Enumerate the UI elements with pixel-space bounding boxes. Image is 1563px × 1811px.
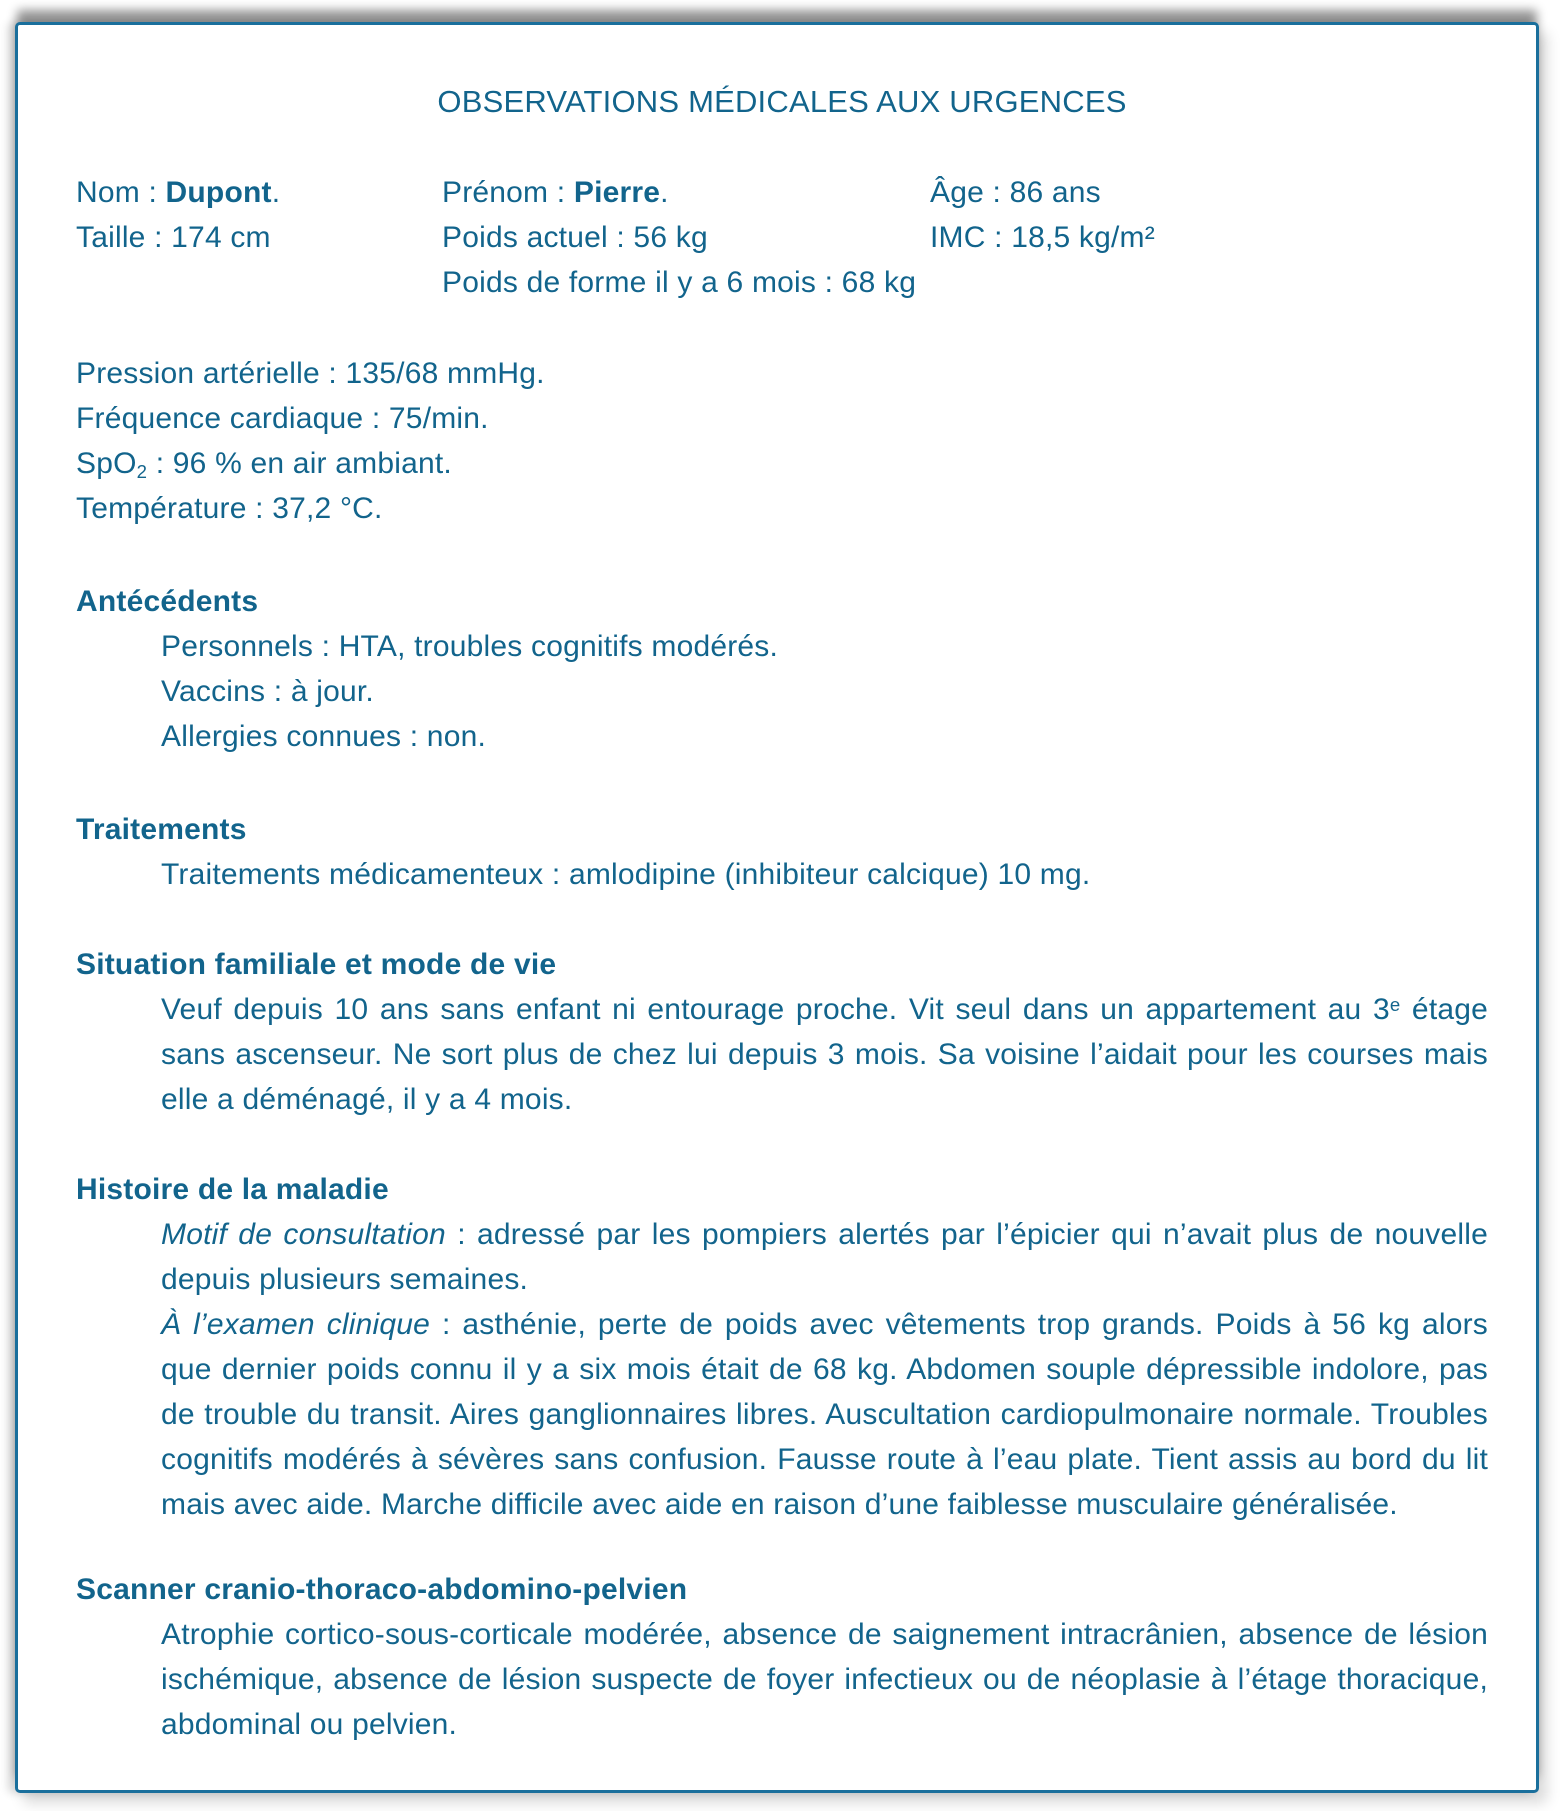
identity-row-2 [76,215,1488,260]
name-label: Nom : [76,176,166,209]
antecedents-personal: Personnels : HTA, troubles cognitifs modérés. [161,630,779,663]
consultation-reason-paragraph [161,1212,1488,1302]
temperature: Température : 37,2 °C. [76,492,383,525]
spo2-prefix: SpO [76,447,137,480]
blood-pressure: Pression artérielle : 135/68 mmHg. [76,357,545,390]
patient-bmi: IMC : 18,5 kg/m² [930,221,1155,254]
treatment-line: Traitements médicamenteux : amlodipine (inhibiteur calcique) 10 mg. [161,858,1091,891]
identity-spacer [76,260,442,305]
situation-text-2: étage sans ascenseur. Ne sort plus de chez lui depuis 3 mois. Sa voisine l’aidait pour les courses mais elle a déménagé, il y a 4 mois. [161,993,1489,1116]
clinical-exam-text: : asthénie, perte de poids avec vêtements trop grands. Poids à 56 kg alors que dernier poids connu il y a six mois était de 68 kg. Abdomen souple dépressible indolore, pas de trouble du transit. Aires ganglionnaires libres. Auscultation cardiopulmonaire normale. Troubles cognitifs modérés à sévères sans confusion. Fausse route à l’eau plate. Tient assis au bord du lit mais avec aide. Marche difficile avec aide en raison d’une faiblesse musculaire généralisée. [161,1308,1488,1521]
section-heading-traitements: Traitements [76,813,247,846]
patient-age: Âge : 86 ans [930,176,1101,209]
spo2 [76,441,1488,486]
section-heading-scanner: Scanner cranio-thoraco-abdomino-pelvien [76,1573,688,1606]
name-period: . [271,176,281,209]
antecedents-vaccines: Vaccins : à jour. [161,675,374,708]
firstname-period: . [660,176,669,209]
spo2-subscript: 2 [136,461,148,483]
patient-usual-weight: Poids de forme il y a 6 mois : 68 kg [442,266,917,299]
patient-firstname [442,170,930,215]
vital-signs-block [76,351,1488,531]
situation-paragraph [161,987,1488,1122]
section-heading-antecedents: Antécédents [76,585,259,618]
patient-height: Taille : 174 cm [76,221,271,254]
firstname-value: Pierre [573,176,661,209]
identity-row-3 [76,260,1488,305]
medical-observation-sheet [15,22,1539,1793]
consultation-reason-lead: Motif de consultation [161,1218,446,1251]
situation-text-1: Veuf depuis 10 ans sans enfant ni entourage proche. Vit seul dans un appartement au 3 [161,993,1390,1026]
patient-name [76,170,442,215]
patient-identity-block [76,170,1488,305]
patient-current-weight: Poids actuel : 56 kg [442,221,708,254]
antecedents-allergies: Allergies connues : non. [161,720,487,753]
page-title: OBSERVATIONS MÉDICALES AUX URGENCES [437,84,1127,119]
firstname-label: Prénom : [442,176,574,209]
spo2-value: : 96 % en air ambiant. [147,447,452,480]
section-heading-situation: Situation familiale et mode de vie [76,948,557,981]
consultation-reason-text: : adressé par les pompiers alertés par l’épicier qui n’avait plus de nouvelle depuis plusieurs semaines. [161,1218,1488,1296]
clinical-exam-lead: À l’examen clinique [161,1308,431,1341]
section-heading-histoire: Histoire de la maladie [76,1173,389,1206]
clinical-exam-paragraph [161,1302,1488,1527]
identity-row-1 [76,170,1488,215]
heart-rate: Fréquence cardiaque : 75/min. [76,402,489,435]
ordinal-superscript: e [1389,994,1401,1016]
name-value: Dupont [165,176,272,209]
scanner-paragraph: Atrophie cortico-sous-corticale modérée, absence de saignement intracrânien, absence de lésion ischémique, absence de lésion suspecte de foyer infectieux ou de néoplasie à l’étage thoracique, abdominal ou pelvien. [161,1618,1488,1741]
